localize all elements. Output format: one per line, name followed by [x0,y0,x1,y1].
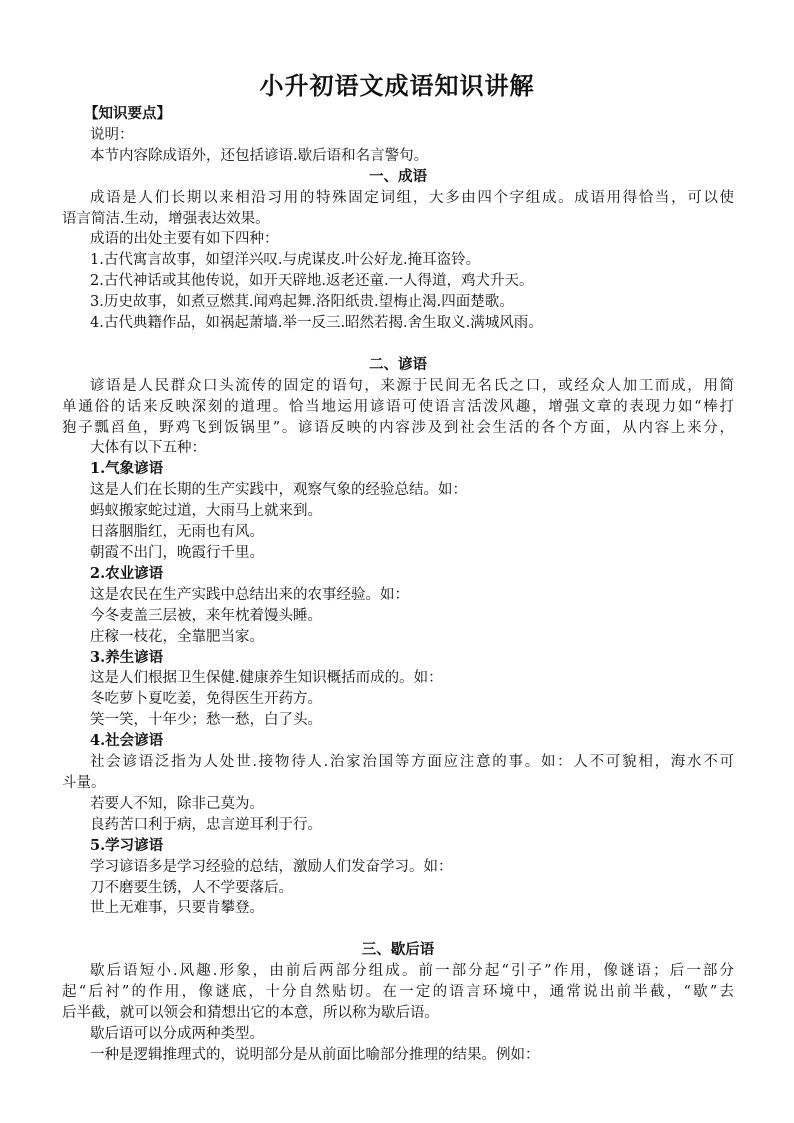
section3-para3: 一种是逻辑推理式的，说明部分是从前面比喻部分推理的结果。例如： [90,1046,540,1063]
type2-example-2: 庄稼一枝花，全靠肥当家。 [90,628,264,645]
section1-heading: 一、成语 [369,167,427,185]
spacer [62,334,734,355]
key-points-label: 【知识要点】 [84,105,171,122]
page-title: 小升初语文成语知识讲解 [259,72,535,100]
type1-example-1: 蚂蚁搬家蛇过道，大雨马上就来到。 [90,503,322,520]
section2-para-line3: 狍子瓢舀鱼，野鸡飞到饭锅里”。谚语反映的内容涉及到社会生活的各个方面，从内容上来分， [62,419,734,436]
section2-para-line1: 谚语是人民群众口头流传的固定的语句，来源于民间无名氏之口，或经众人加工而成，用简 [90,377,734,394]
type4-heading: 4.社会谚语 [90,732,164,750]
section2-heading: 二、谚语 [369,355,427,373]
section1-item-1: 1.古代寓言故事，如望洋兴叹.与虎谋皮.叶公好龙.掩耳盗铃。 [90,252,481,269]
type5-example-1: 刀不磨要生锈，人不学要落后。 [90,879,293,896]
section1-item-2: 2.古代神话或其他传说，如开天辟地.返老还童.一人得道，鸡犬升天。 [90,273,534,290]
section3-para-line1: 歇后语短小.风趣.形象，由前后两部分组成。前一部分起“引子”作用，像谜语；后一部分 [90,963,734,980]
type4-example-1: 若要人不知，除非己莫为。 [90,795,264,812]
section1-item-3: 3.历史故事，如煮豆燃萁.闻鸡起舞.洛阳纸贵.望梅止渴.四面楚歌。 [90,294,514,311]
type1-desc: 这是人们在长期的生产实践中，观察气象的经验总结。如： [90,482,467,499]
type5-example-2: 世上无难事，只要肯攀登。 [90,900,264,917]
type4-desc-line1: 社会谚语泛指为人处世.接物待人.治家治国等方面应注意的事。如：人不可貌相，海水不可 [90,754,734,771]
section1-para2: 成语的出处主要有如下四种： [90,231,279,248]
type4-example-2: 良药苦口利于病，忠言逆耳利于行。 [90,816,322,833]
section1-para1-line2: 语言简洁.生动，增强表达效果。 [62,210,270,227]
type5-desc: 学习谚语多是学习经验的总结，激励人们发奋学习。如： [90,858,453,875]
type2-desc: 这是农民在生产实践中总结出来的农事经验。如： [90,586,409,603]
section3-heading: 三、歇后语 [361,941,435,959]
section3-para-line3: 后半截，就可以领会和猜想出它的本意，所以称为歇后语。 [62,1004,439,1021]
type2-example-1: 今冬麦盖三层被，来年枕着馒头睡。 [90,607,322,624]
type1-example-3: 朝霞不出门，晚霞行千里。 [90,545,264,562]
type3-example-1: 冬吃萝卜夏吃姜，免得医生开药方。 [90,691,322,708]
intro-label: 说明： [90,126,134,143]
section2-para-line4: 大体有以下五种： [90,440,206,457]
type4-desc-line2: 斗量。 [62,774,106,791]
type1-heading: 1.气象谚语 [90,460,164,478]
type3-heading: 3.养生谚语 [90,648,164,666]
section3-para-line2: 起“后衬”的作用，像谜底，十分自然贴切。在一定的语言环境中，通常说出前半截，“歇”去 [62,984,734,1001]
spacer [62,919,734,940]
section1-item-4: 4.古代典籍作品，如祸起萧墙.举一反三.昭然若揭.舍生取义.满城风雨。 [90,315,543,332]
section1-para1-line1: 成语是人们长期以来相沿习用的特殊固定词组，大多由四个字组成。成语用得恰当，可以使 [90,189,734,206]
type3-example-2: 笑一笑，十年少；愁一愁，白了头。 [90,712,322,729]
type2-heading: 2.农业谚语 [90,564,164,582]
type1-example-2: 日落胭脂红，无雨也有风。 [90,524,264,541]
intro-text: 本节内容除成语外，还包括谚语.歇后语和名言警句。 [90,147,429,164]
document-body [62,104,734,1066]
type3-desc: 这是人们根据卫生保健.健康养生知识概括而成的。如： [90,670,443,687]
type5-heading: 5.学习谚语 [90,836,164,854]
section3-para2: 歇后语可以分成两种类型。 [90,1025,264,1042]
section2-para-line2: 单通俗的话来反映深刻的道理。恰当地运用谚语可使语言活泼风趣，增强文章的表现力如“棒打 [62,398,734,415]
